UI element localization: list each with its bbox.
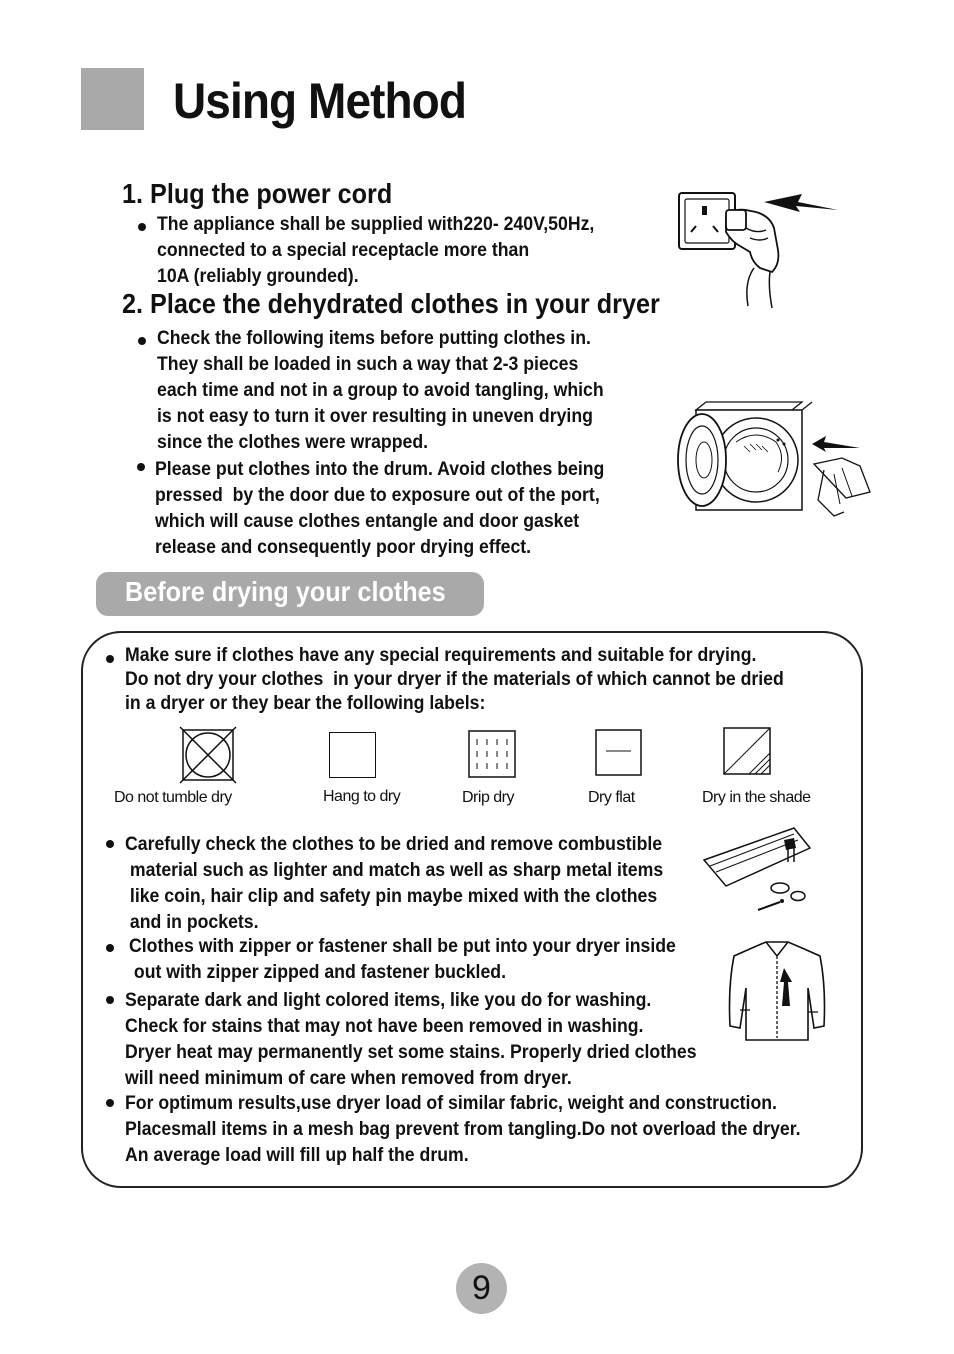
shirt-inside-out-illustration	[724, 940, 830, 1040]
label-drip-dry: Drip dry	[462, 789, 515, 806]
dryer-loading-illustration	[674, 398, 884, 518]
dry-in-shade-icon	[723, 727, 771, 775]
special-requirements-text: Make sure if clothes have any special requirements and suitable for drying. Do not dry your clothes in your dryer if the materials of which cannot be dried in a dryer or they bear the following labels:	[125, 645, 784, 714]
bullet-icon	[137, 463, 145, 471]
bullet-icon	[106, 1099, 114, 1107]
bullet-icon	[138, 223, 146, 231]
power-cord-text: The appliance shall be supplied with220- 240V,50Hz, connected to a special receptacle more than 10A (reliably grounded).	[157, 214, 595, 287]
bullet-icon	[106, 944, 114, 952]
section-heading-plug-power-cord: 1. Plug the power cord	[122, 178, 393, 209]
label-do-not-tumble-dry: Do not tumble dry	[114, 789, 232, 806]
do-not-tumble-dry-icon	[180, 727, 236, 783]
banner-title: Before drying your clothes	[125, 576, 446, 607]
hang-to-dry-icon	[329, 732, 376, 778]
separate-colors-text: Separate dark and light colored items, like you do for washing. Check for stains that may not have been removed in washing. Dryer heat may permanently set some stains. Properly dried clothes will need minimum of care when removed from dryer.	[125, 990, 697, 1089]
dry-flat-icon	[595, 729, 642, 776]
check-items-text: Check the following items before putting clothes in. They shall be loaded in such a way that 2-3 pieces each time and not in a group to avoid tangling, which is not easy to turn it over resulting in uneven drying since the clothes were wrapped.	[157, 328, 604, 453]
page-number: 9	[472, 1269, 491, 1307]
label-dry-in-shade: Dry in the shade	[702, 789, 811, 806]
remove-combustibles-text: Carefully check the clothes to be dried and remove combustible material such as lighter and match as well as sharp metal items like coin, hair clip and safety pin maybe mixed with the clothes and in pockets.	[125, 834, 664, 933]
label-hang-to-dry: Hang to dry	[323, 788, 401, 805]
section-heading-place-clothes: 2. Place the dehydrated clothes in your dryer	[122, 288, 660, 319]
bullet-icon	[106, 655, 114, 663]
label-dry-flat: Dry flat	[588, 789, 635, 806]
bullet-icon	[106, 996, 114, 1004]
page-title: Using Method	[173, 73, 467, 129]
plug-into-socket-illustration	[676, 188, 846, 308]
drip-dry-icon	[468, 730, 516, 778]
optimum-results-text: For optimum results,use dryer load of similar fabric, weight and construction. Placesmall items in a mesh bag prevent from tangling.Do not overload the dryer. An average load will fill up half the drum.	[125, 1093, 801, 1166]
put-clothes-text: Please put clothes into the drum. Avoid clothes being pressed by the door due to exposure out of the port, which will cause clothes entangle and door gasket release and consequently poor drying effect.	[155, 459, 605, 558]
bullet-icon	[138, 337, 146, 345]
bullet-icon	[106, 840, 114, 848]
zipper-fastener-text: Clothes with zipper or fastener shall be put into your dryer inside out with zipper zipped and fastener buckled.	[129, 936, 676, 983]
title-decoration-box	[81, 68, 144, 130]
pocket-items-illustration	[700, 826, 816, 916]
